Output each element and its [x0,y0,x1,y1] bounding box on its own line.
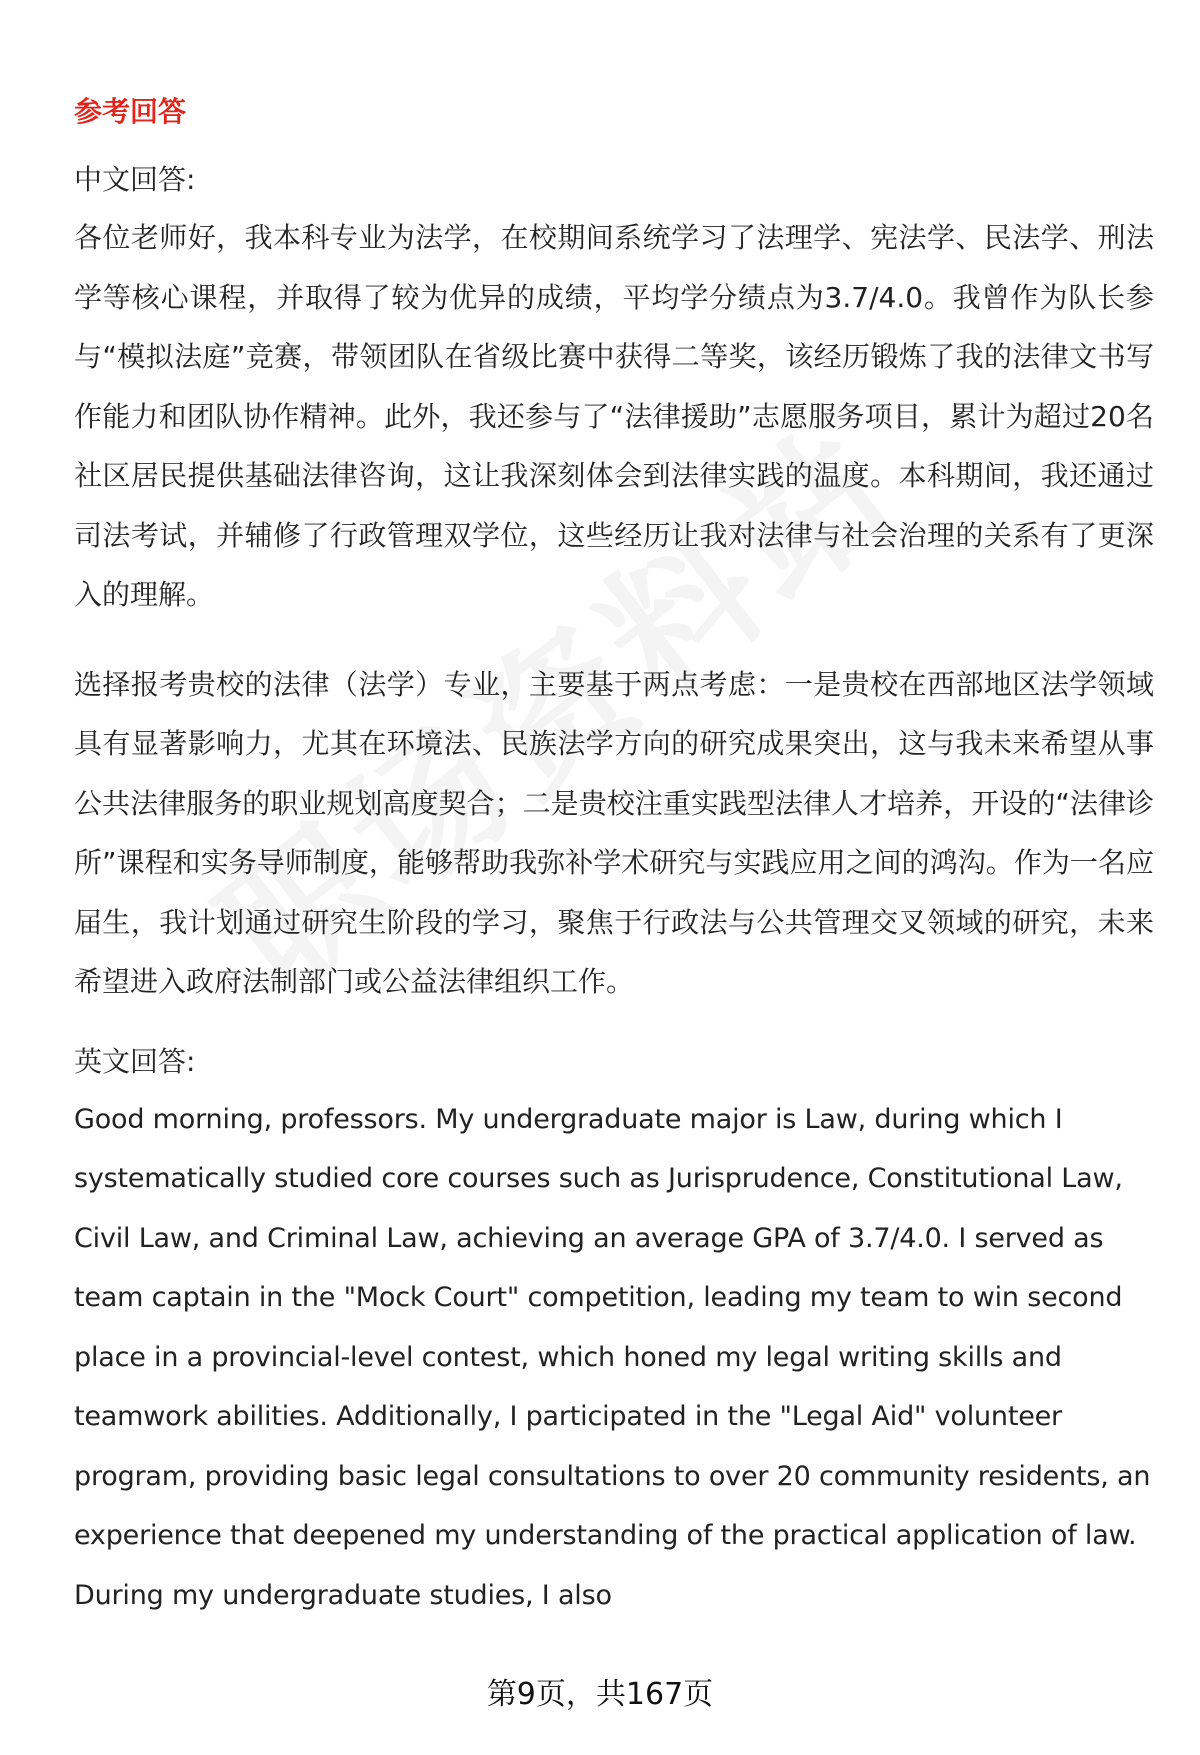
page-content [74,92,1154,1625]
english-answer-label: 英文回答: [74,1044,196,1078]
chinese-paragraph-1: 各位老师好，我本科专业为法学，在校期间系统学习了法理学、宪法学、民法学、刑法学等核心课程，并取得了较为优异的成绩，平均学分绩点为3.7/4.0。我曾作为队长参与“模拟法庭”竞赛，带领团队在省级比赛中获得二等奖，该经历锻炼了我的法律文书写作能力和团队协作精神。此外，我还参与了“法律援助”志愿服务项目，累计为超过20名社区居民提供基础法律咨询，这让我深刻体会到法律实践的温度。本科期间，我还通过司法考试，并辅修了行政管理双学位，这些经历让我对法律与社会治理的关系有了更深入的理解。 [74,221,1154,611]
chinese-answer-label: 中文回答: [74,163,196,196]
page-number-footer: 第9页，共167页 [486,1677,714,1712]
english-paragraph: Good morning, professors. My undergraduate major is Law, during which I systematically studied core courses such as Jurisprudence, Constitutional Law, Civil Law, and Criminal Law, achieving an average GPA of 3.7/4.0. I served as team captain in the "Mock Court" competition, leading my team to win second place in a provincial-level contest, which honed my legal writing skills and teamwork abilities. Additionally, I participated in the "Legal Aid" volunteer program, providing basic legal consultations to over 20 community residents, an experience that deepened my understanding of the practical application of law. During my undergraduate studies, I also [74,1103,1151,1611]
chinese-paragraph-2: 选择报考贵校的法律（法学）专业，主要基于两点考虑：一是贵校在西部地区法学领域具有显著影响力，尤其在环境法、民族法学方向的研究成果突出，这与我未来希望从事公共法律服务的职业规划高度契合；二是贵校注重实践型法律人才培养，开设的“法律诊所”课程和实务导师制度，能够帮助我弥补学术研究与实践应用之间的鸿沟。作为一名应届生，我计划通过研究生阶段的学习，聚焦于行政法与公共管理交叉领域的研究，未来希望进入政府法制部门或公益法律组织工作。 [74,667,1154,998]
section-heading: 参考回答 [74,95,187,128]
